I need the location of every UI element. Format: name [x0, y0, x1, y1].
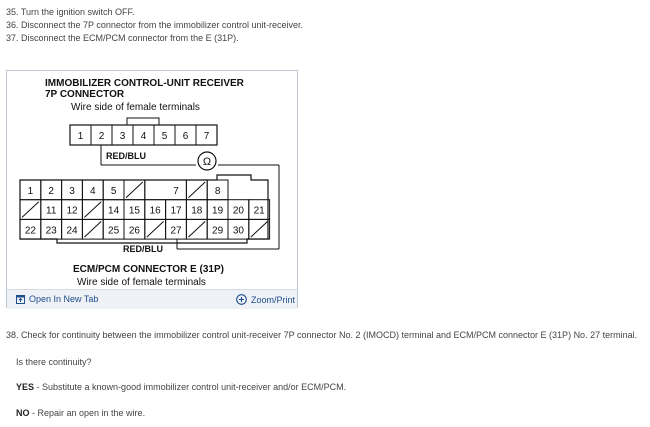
- svg-text:1: 1: [77, 131, 84, 142]
- svg-text:5: 5: [161, 131, 168, 142]
- svg-text:15: 15: [128, 205, 140, 217]
- connector-figure: [6, 70, 298, 308]
- step-38: 38. Check for continuity between the immobilizer control unit-receiver 7P connector No. 2 (IMOCD) terminal and ECM/PCM connector E (31P) No. 27 terminal.: [6, 330, 638, 340]
- svg-text:18: 18: [191, 205, 203, 217]
- svg-text:1: 1: [27, 186, 34, 197]
- svg-text:17: 17: [170, 205, 182, 217]
- svg-text:27: 27: [170, 225, 182, 237]
- zoom-print-link[interactable]: [236, 294, 295, 305]
- svg-text:29: 29: [212, 225, 224, 237]
- svg-text:22: 22: [24, 225, 36, 237]
- figure-title-line2: 7P CONNECTOR: [45, 89, 125, 100]
- svg-text:5: 5: [110, 186, 117, 197]
- svg-text:7: 7: [203, 131, 210, 142]
- connector-diagram: [7, 71, 297, 289]
- zoom-print-label: Zoom/Print: [251, 294, 296, 305]
- ohm-symbol: Ω: [202, 156, 212, 168]
- yes-text: - Substitute a known-good immobilizer control unit-receiver and/or ECM/PCM.: [34, 382, 347, 392]
- svg-text:24: 24: [66, 225, 78, 237]
- svg-text:16: 16: [149, 205, 161, 217]
- open-new-tab-icon: [16, 295, 25, 304]
- svg-text:4: 4: [140, 131, 147, 142]
- step-37: 37. Disconnect the ECM/PCM connector from the E (31P).: [6, 33, 239, 43]
- svg-text:20: 20: [232, 205, 244, 217]
- connector-7p: [70, 118, 217, 145]
- svg-text:4: 4: [90, 186, 96, 197]
- open-new-tab-label: Open In New Tab: [29, 294, 99, 304]
- figure-footer: [7, 289, 297, 309]
- step-36: 36. Disconnect the 7P connector from the immobilizer control unit-receiver.: [6, 20, 303, 30]
- svg-text:12: 12: [66, 205, 78, 217]
- figure-subtitle-top: Wire side of female terminals: [71, 102, 200, 113]
- step-35: 35. Turn the ignition switch OFF.: [6, 7, 135, 17]
- svg-text:19: 19: [212, 205, 224, 217]
- svg-text:2: 2: [48, 186, 54, 197]
- yes-label: YES: [16, 382, 35, 392]
- svg-text:30: 30: [232, 225, 244, 237]
- svg-text:14: 14: [108, 205, 120, 217]
- answer-yes: [16, 382, 346, 392]
- wire-label-bottom: RED/BLU: [123, 244, 163, 254]
- connector-31p: [20, 175, 270, 243]
- svg-text:21: 21: [253, 205, 265, 217]
- svg-text:6: 6: [182, 131, 189, 142]
- caption-line2: Wire side of female terminals: [77, 277, 206, 288]
- zoom-plus-icon: [236, 294, 247, 305]
- no-label: NO: [16, 408, 30, 418]
- svg-text:2: 2: [98, 131, 105, 142]
- svg-text:25: 25: [108, 225, 120, 237]
- no-text: - Repair an open in the wire.: [29, 408, 146, 418]
- continuity-question: Is there continuity?: [16, 357, 92, 367]
- wire-label-top: RED/BLU: [106, 151, 146, 161]
- figure-title-line1: IMMOBILIZER CONTROL-UNIT RECEIVER: [45, 78, 244, 89]
- svg-text:8: 8: [214, 186, 221, 197]
- svg-text:11: 11: [46, 205, 57, 217]
- answer-no: [16, 408, 145, 418]
- svg-text:3: 3: [119, 131, 126, 142]
- open-new-tab-link[interactable]: [16, 294, 98, 304]
- svg-text:23: 23: [45, 225, 57, 237]
- svg-text:7: 7: [173, 186, 179, 197]
- caption-line1: ECM/PCM CONNECTOR E (31P): [73, 264, 224, 275]
- svg-text:3: 3: [69, 186, 75, 197]
- svg-text:26: 26: [128, 225, 140, 237]
